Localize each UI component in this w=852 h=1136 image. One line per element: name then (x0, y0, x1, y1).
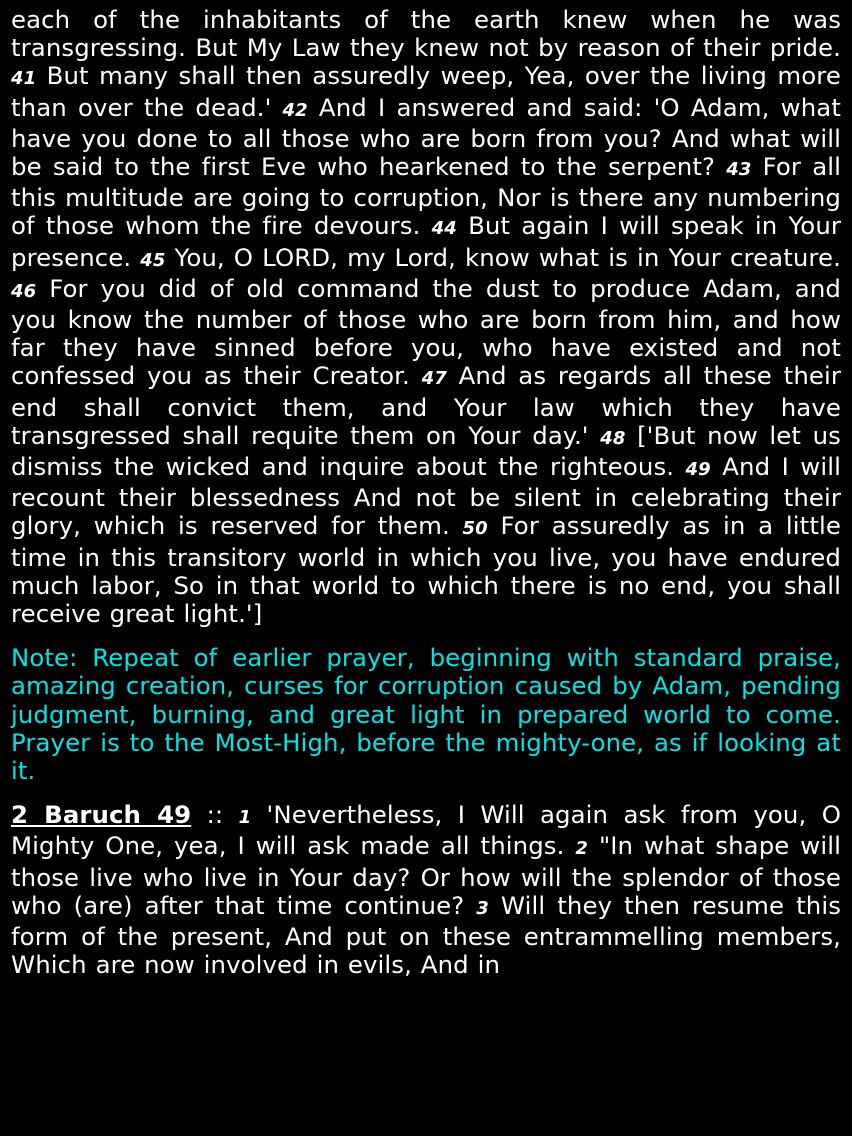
verse-number: 44 (431, 218, 457, 240)
verse-number: 41 (11, 68, 37, 90)
passage-text: For assuredly as in a little time in this transitory world in which you live, you have endured much labor, So in that world to which there is no end, you shall receive great light.'] (11, 511, 841, 629)
passage-text: But many shall then assuredly weep, Yea, over the living more than over the dead.' (11, 61, 841, 122)
passage-text: ['But now let us dismiss the wicked and inquire about the righteous. (11, 420, 841, 482)
chapter-text: Will they then resume this form of the present, And put on these entrammelling members, Which are now involved in evils, And in (11, 890, 842, 980)
passage-text: And as regards all these their end shall convict them, and Your law which they have transgressed shall requite them on Your day.' (11, 361, 841, 450)
verse-number: 3 (476, 897, 489, 919)
verse-number: 46 (11, 280, 37, 302)
verse-number: 50 (462, 518, 488, 540)
chapter-text: "In what shape will those live who live in Your day? Or how will the splendor of those who (are) after that time continue? (11, 831, 841, 920)
verse-number: 49 (685, 459, 711, 481)
verse-number: 42 (282, 99, 308, 121)
passage-text: And I will recount their blessedness And not be silent in celebrating their glory, which is reserved for them. (11, 452, 841, 541)
verse-number: 48 (600, 427, 626, 449)
passage-text: You, O LORD, my Lord, know what is in Your creature. (165, 242, 841, 272)
commentary-note: Note: Repeat of earlier prayer, beginning with standard praise, amazing creation, curses for corruption caused by Adam, pending judgment, burning, and great light in prepared world to come. Prayer is to the Most-High, before the mighty-one, as if looking at it. (11, 643, 841, 786)
verse-number: 45 (140, 249, 166, 271)
passage-text: And I answered and said: 'O Adam, what have you done to all those who are born from you? And what will be said to the first Eve who hearkened to the serpent? (11, 92, 841, 182)
chapter-paragraph (11, 801, 841, 979)
passage-paragraph (11, 6, 841, 628)
chapter-separator: :: (191, 800, 239, 830)
passage-text: For you did of old command the dust to produce Adam, and you know the number of those who are born from him, and how far they have sinned before you, who have existed and not confessed you as their Creator. (11, 273, 841, 391)
verse-number: 2 (575, 838, 589, 860)
verse-number: 1 (238, 807, 252, 829)
passage-text: But again I will speak in Your presence. (11, 211, 842, 272)
chapter-link[interactable]: 2 Baruch 49 (11, 800, 192, 830)
verse-number: 43 (726, 159, 752, 181)
passage-text: For all this multitude are going to corruption, Nor is there any numbering of those whom the fire devours. (11, 152, 841, 241)
chapter-text: 'Nevertheless, I Will again ask from you, O Mighty One, yea, I will ask made all things. (11, 800, 841, 861)
verse-number: 47 (421, 368, 447, 390)
passage-text: each of the inhabitants of the earth knew when he was transgressing. But My Law they knew not by reason of their pride. (11, 5, 841, 63)
